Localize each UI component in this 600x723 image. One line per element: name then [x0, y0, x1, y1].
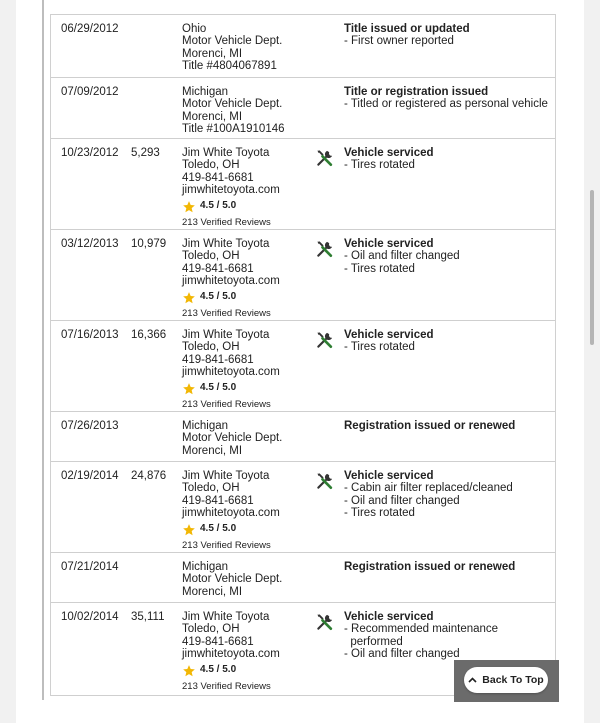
source-line[interactable]: jimwhitetoyota.com [182, 366, 280, 379]
left-rule [42, 0, 44, 700]
source-line: 419-841-6681 [182, 353, 254, 366]
rating-score: 4.5 / 5.0 [200, 664, 237, 676]
record-date: 10/23/2012 [61, 147, 119, 159]
record-source [182, 86, 312, 136]
source-line: Jim White Toyota [182, 611, 270, 623]
back-to-top-overlay [454, 660, 559, 702]
record-date: 07/21/2014 [61, 561, 119, 573]
source-line: 419-841-6681 [182, 171, 254, 184]
record-details [344, 23, 549, 48]
record-source [182, 561, 312, 598]
record-source [182, 611, 312, 693]
star-icon [182, 382, 196, 396]
verified-reviews-link[interactable]: 213 Verified Reviews [182, 680, 271, 692]
scrollbar[interactable] [590, 190, 594, 345]
event-item: - Tires rotated [344, 507, 415, 520]
record-date: 02/19/2014 [61, 470, 119, 482]
verified-reviews-link[interactable]: 213 Verified Reviews [182, 216, 271, 228]
source-line[interactable]: jimwhitetoyota.com [182, 275, 280, 288]
rating-score: 4.5 / 5.0 [200, 523, 237, 535]
source-line: Jim White Toyota [182, 470, 270, 482]
record-details [344, 611, 549, 661]
record-mileage: 16,366 [131, 329, 167, 341]
source-line: Motor Vehicle Dept. [182, 573, 283, 586]
event-title: Title or registration issued [344, 86, 489, 98]
source-line: Michigan [182, 420, 229, 432]
source-line: Michigan [182, 561, 229, 573]
source-line: Motor Vehicle Dept. [182, 98, 283, 111]
source-line: Title #100A1910146 [182, 123, 285, 136]
event-item: - Tires rotated [344, 262, 415, 275]
dealer-rating[interactable] [182, 291, 312, 305]
table-row [51, 78, 555, 139]
event-item: - Tires rotated [344, 159, 415, 172]
star-icon [182, 664, 196, 678]
event-item: performed [344, 635, 403, 648]
source-line: 419-841-6681 [182, 494, 254, 507]
record-date: 10/02/2014 [61, 611, 119, 623]
rating-score: 4.5 / 5.0 [200, 382, 237, 394]
source-line[interactable]: jimwhitetoyota.com [182, 648, 280, 661]
source-line: Toledo, OH [182, 623, 240, 636]
back-to-top-label: Back To Top [482, 674, 544, 686]
event-title: Vehicle serviced [344, 238, 434, 250]
event-title: Registration issued or renewed [344, 561, 516, 573]
dealer-rating[interactable] [182, 200, 312, 214]
tools-icon [315, 330, 335, 350]
event-item: - Oil and filter changed [344, 494, 460, 507]
record-date: 03/12/2013 [61, 238, 119, 250]
event-item: - Cabin air filter replaced/cleaned [344, 482, 513, 495]
source-line: Motor Vehicle Dept. [182, 35, 283, 48]
record-mileage: 24,876 [131, 470, 167, 482]
source-line[interactable]: jimwhitetoyota.com [182, 184, 280, 197]
source-line: Jim White Toyota [182, 329, 270, 341]
back-to-top-button[interactable] [464, 667, 548, 693]
verified-reviews-link[interactable]: 213 Verified Reviews [182, 539, 271, 551]
dealer-rating[interactable] [182, 382, 312, 396]
dealer-rating[interactable] [182, 664, 312, 678]
source-line: Morenci, MI [182, 47, 243, 60]
record-source [182, 329, 312, 411]
source-line: Jim White Toyota [182, 147, 270, 159]
event-item: - First owner reported [344, 35, 454, 48]
source-line: Morenci, MI [182, 585, 243, 598]
source-line: 419-841-6681 [182, 262, 254, 275]
table-row [51, 412, 555, 462]
source-line: Toledo, OH [182, 341, 240, 354]
record-details [344, 86, 549, 111]
star-icon [182, 291, 196, 305]
record-source [182, 420, 312, 457]
source-line: Michigan [182, 86, 229, 98]
event-item: - Oil and filter changed [344, 648, 460, 661]
table-row [51, 139, 555, 230]
record-details [344, 238, 549, 275]
event-item: - Recommended maintenance [344, 623, 499, 636]
verified-reviews-link[interactable]: 213 Verified Reviews [182, 307, 271, 319]
rating-score: 4.5 / 5.0 [200, 291, 237, 303]
source-line: Toledo, OH [182, 159, 240, 172]
source-line[interactable]: jimwhitetoyota.com [182, 507, 280, 520]
event-title: Vehicle serviced [344, 329, 434, 341]
event-title: Title issued or updated [344, 23, 470, 35]
history-table [50, 14, 556, 696]
record-details [344, 329, 549, 354]
record-source [182, 23, 312, 73]
event-item: - Titled or registered as personal vehicle [344, 98, 548, 111]
table-row [51, 462, 555, 553]
source-line: Toledo, OH [182, 482, 240, 495]
tools-icon [315, 148, 335, 168]
tools-icon [315, 612, 335, 632]
star-icon [182, 200, 196, 214]
event-title: Vehicle serviced [344, 470, 434, 482]
tools-icon [315, 239, 335, 259]
source-line: Title #4804067891 [182, 60, 277, 73]
source-line: 419-841-6681 [182, 635, 254, 648]
rating-score: 4.5 / 5.0 [200, 200, 237, 212]
record-details [344, 561, 549, 573]
verified-reviews-link[interactable]: 213 Verified Reviews [182, 398, 271, 410]
record-date: 06/29/2012 [61, 23, 119, 35]
event-title: Registration issued or renewed [344, 420, 516, 432]
record-details [344, 420, 549, 432]
source-line: Toledo, OH [182, 250, 240, 263]
record-source [182, 470, 312, 552]
record-source [182, 238, 312, 320]
record-mileage: 10,979 [131, 238, 167, 250]
source-line: Morenci, MI [182, 444, 243, 457]
dealer-rating[interactable] [182, 523, 312, 537]
source-line: Ohio [182, 23, 207, 35]
table-row [51, 321, 555, 412]
chevron-up-icon [468, 677, 477, 683]
record-source [182, 147, 312, 229]
table-row [51, 553, 555, 603]
table-row [51, 230, 555, 321]
source-line: Jim White Toyota [182, 238, 270, 250]
table-row [51, 14, 555, 78]
event-title: Vehicle serviced [344, 611, 434, 623]
record-mileage: 5,293 [131, 147, 160, 159]
event-item: - Oil and filter changed [344, 250, 460, 263]
record-date: 07/16/2013 [61, 329, 119, 341]
star-icon [182, 523, 196, 537]
record-details [344, 147, 549, 172]
record-details [344, 470, 549, 520]
record-date: 07/26/2013 [61, 420, 119, 432]
event-title: Vehicle serviced [344, 147, 434, 159]
source-line: Morenci, MI [182, 110, 243, 123]
source-line: Motor Vehicle Dept. [182, 432, 283, 445]
tools-icon [315, 471, 335, 491]
record-mileage: 35,111 [131, 611, 165, 623]
event-item: - Tires rotated [344, 341, 415, 354]
record-date: 07/09/2012 [61, 86, 119, 98]
